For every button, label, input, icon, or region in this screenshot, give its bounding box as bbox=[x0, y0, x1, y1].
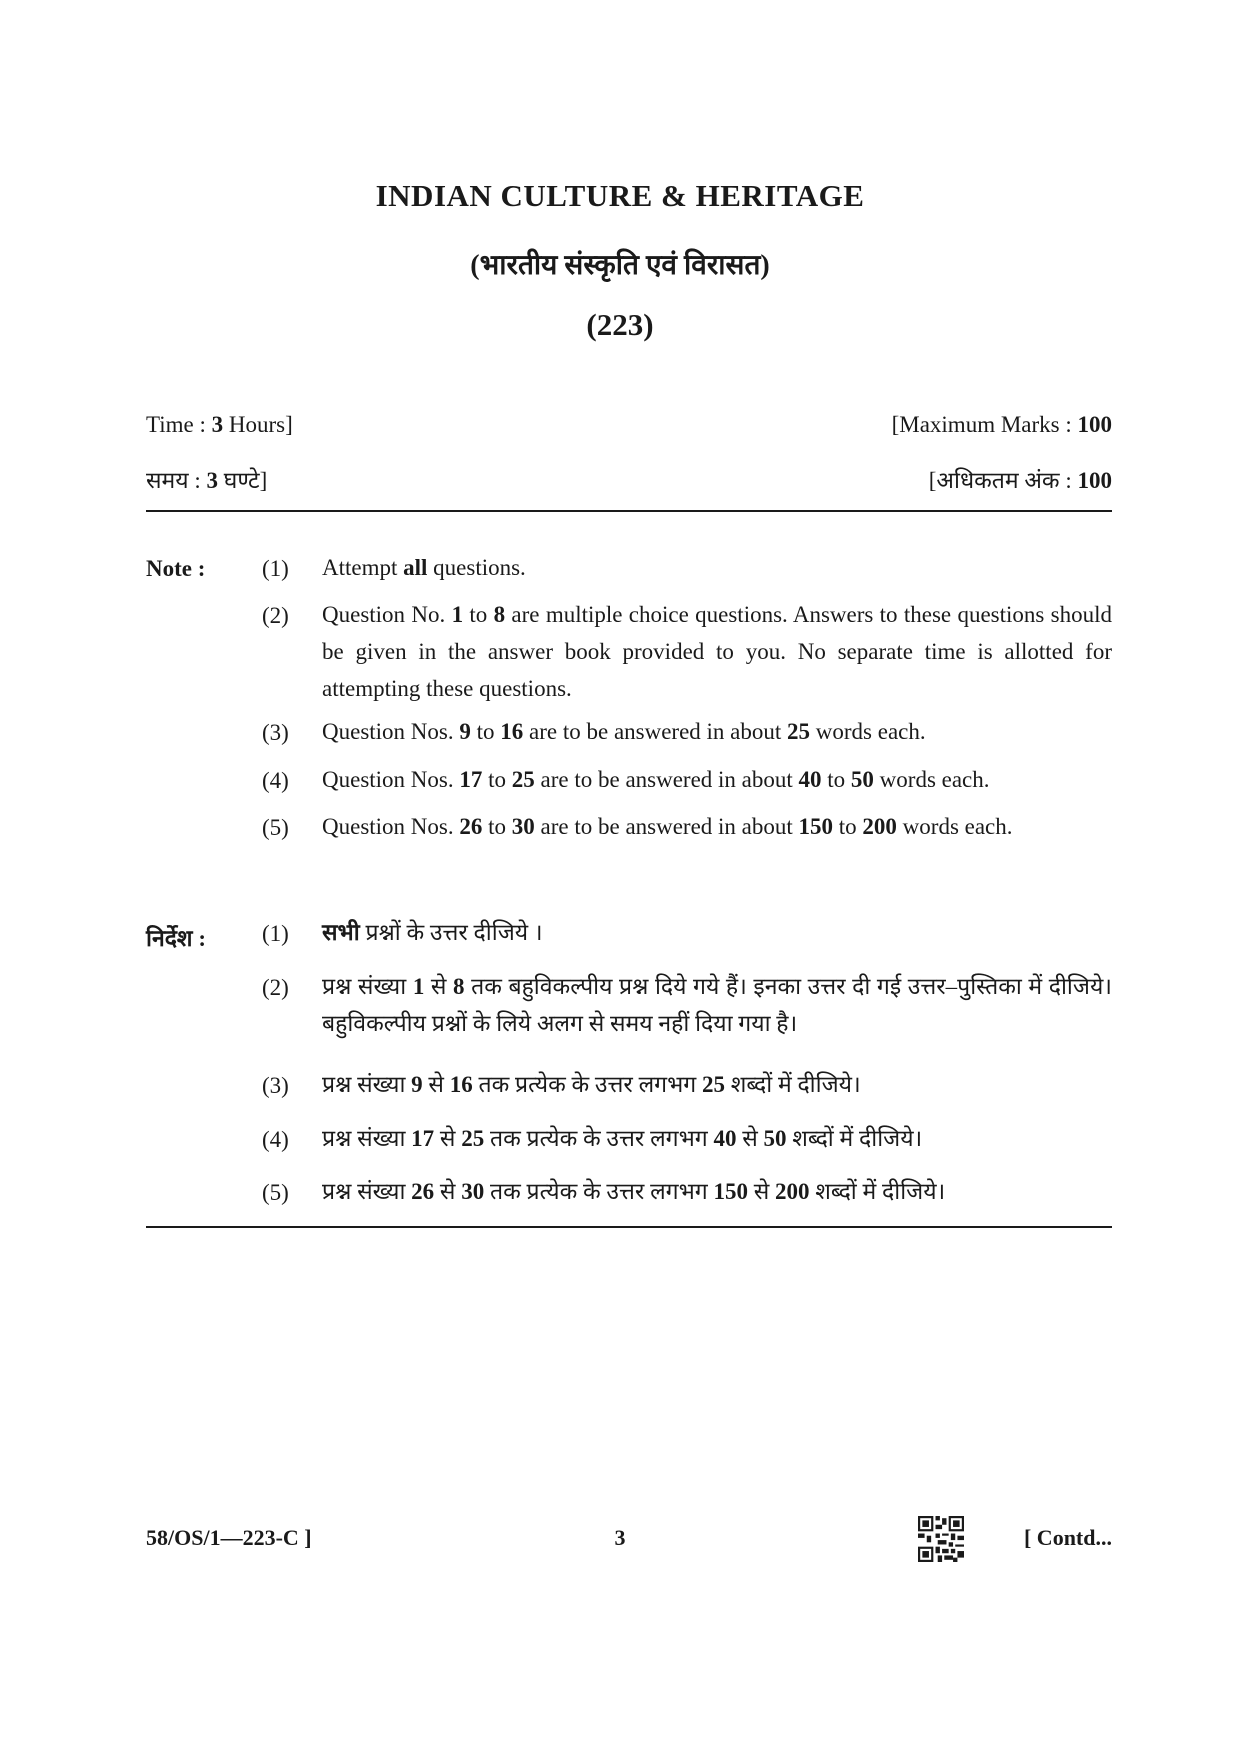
divider-bottom bbox=[146, 1226, 1112, 1228]
paper-code: 58/OS/1—223-C ] bbox=[146, 1525, 312, 1550]
max-marks-english: [Maximum Marks : 100 bbox=[891, 412, 1112, 437]
note-hindi-item-text: प्रश्न संख्या 9 से 16 तक प्रत्येक के उत्तर लगभग 25 शब्दों में दीजिये। bbox=[322, 1072, 861, 1097]
note-english-item-text: Question No. 1 to 8 are multiple choice questions. Answers to these questions should be given in the answer book provided to you. No separate time is allotted for attempting these questions. bbox=[322, 602, 1112, 701]
page-number: 3 bbox=[614, 1525, 626, 1550]
subject-code: (223) bbox=[586, 307, 654, 342]
note-hindi-item-number: (4) bbox=[262, 1127, 289, 1152]
note-hindi-item-number: (3) bbox=[262, 1073, 289, 1098]
note-hindi-item-text: सभी प्रश्नों के उत्तर दीजिये । bbox=[322, 920, 543, 945]
note-hindi-item-number: (1) bbox=[262, 921, 289, 946]
note-english-item-text: Question Nos. 26 to 30 are to be answered in about 150 to 200 words each. bbox=[322, 814, 1013, 839]
note-english-item-number: (5) bbox=[262, 815, 289, 840]
note-english-item-text: Question Nos. 17 to 25 are to be answered in about 40 to 50 words each. bbox=[322, 767, 990, 792]
note-hindi-item-text: प्रश्न संख्या 26 से 30 तक प्रत्येक के उत्तर लगभग 150 से 200 शब्दों में दीजिये। bbox=[322, 1179, 946, 1204]
note-hindi-item-number: (2) bbox=[262, 975, 289, 1000]
page-title: INDIAN CULTURE & HERITAGE bbox=[375, 178, 865, 213]
note-english-item-number: (3) bbox=[262, 720, 289, 745]
note-label: Note : bbox=[146, 556, 206, 581]
note-english-item-text: Attempt all questions. bbox=[322, 555, 526, 580]
max-marks-hindi: [अधिकतम अंक : 100 bbox=[928, 468, 1112, 493]
note-english-item-text: Question Nos. 9 to 16 are to be answered in about 25 words each. bbox=[322, 719, 926, 744]
note-english-item-number: (2) bbox=[262, 603, 289, 628]
note-hindi-item-number: (5) bbox=[262, 1180, 289, 1205]
time-hindi: समय : 3 घण्टे] bbox=[146, 468, 268, 493]
page-subtitle-hindi: (भारतीय संस्कृति एवं विरासत) bbox=[470, 250, 770, 281]
note-english-item-number: (1) bbox=[262, 556, 289, 581]
divider-top bbox=[146, 510, 1112, 512]
instructions-label-hindi: निर्देश : bbox=[146, 926, 206, 951]
qr-code-icon bbox=[918, 1516, 964, 1562]
time-english: Time : 3 Hours] bbox=[146, 412, 293, 437]
note-hindi-item-text: प्रश्न संख्या 1 से 8 तक बहुविकल्पीय प्रश्न दिये गये हैं। इनका उत्तर दी गई उत्तर–पुस्तिका में दीजिये। बहुविकल्पीय प्रश्नों के लिये अलग से समय नहीं दिया गया है। bbox=[322, 974, 1112, 1036]
note-hindi-item-text: प्रश्न संख्या 17 से 25 तक प्रत्येक के उत्तर लगभग 40 से 50 शब्दों में दीजिये। bbox=[322, 1126, 923, 1151]
continued-label: [ Contd... bbox=[1023, 1525, 1112, 1550]
note-english-item-number: (4) bbox=[262, 768, 289, 793]
